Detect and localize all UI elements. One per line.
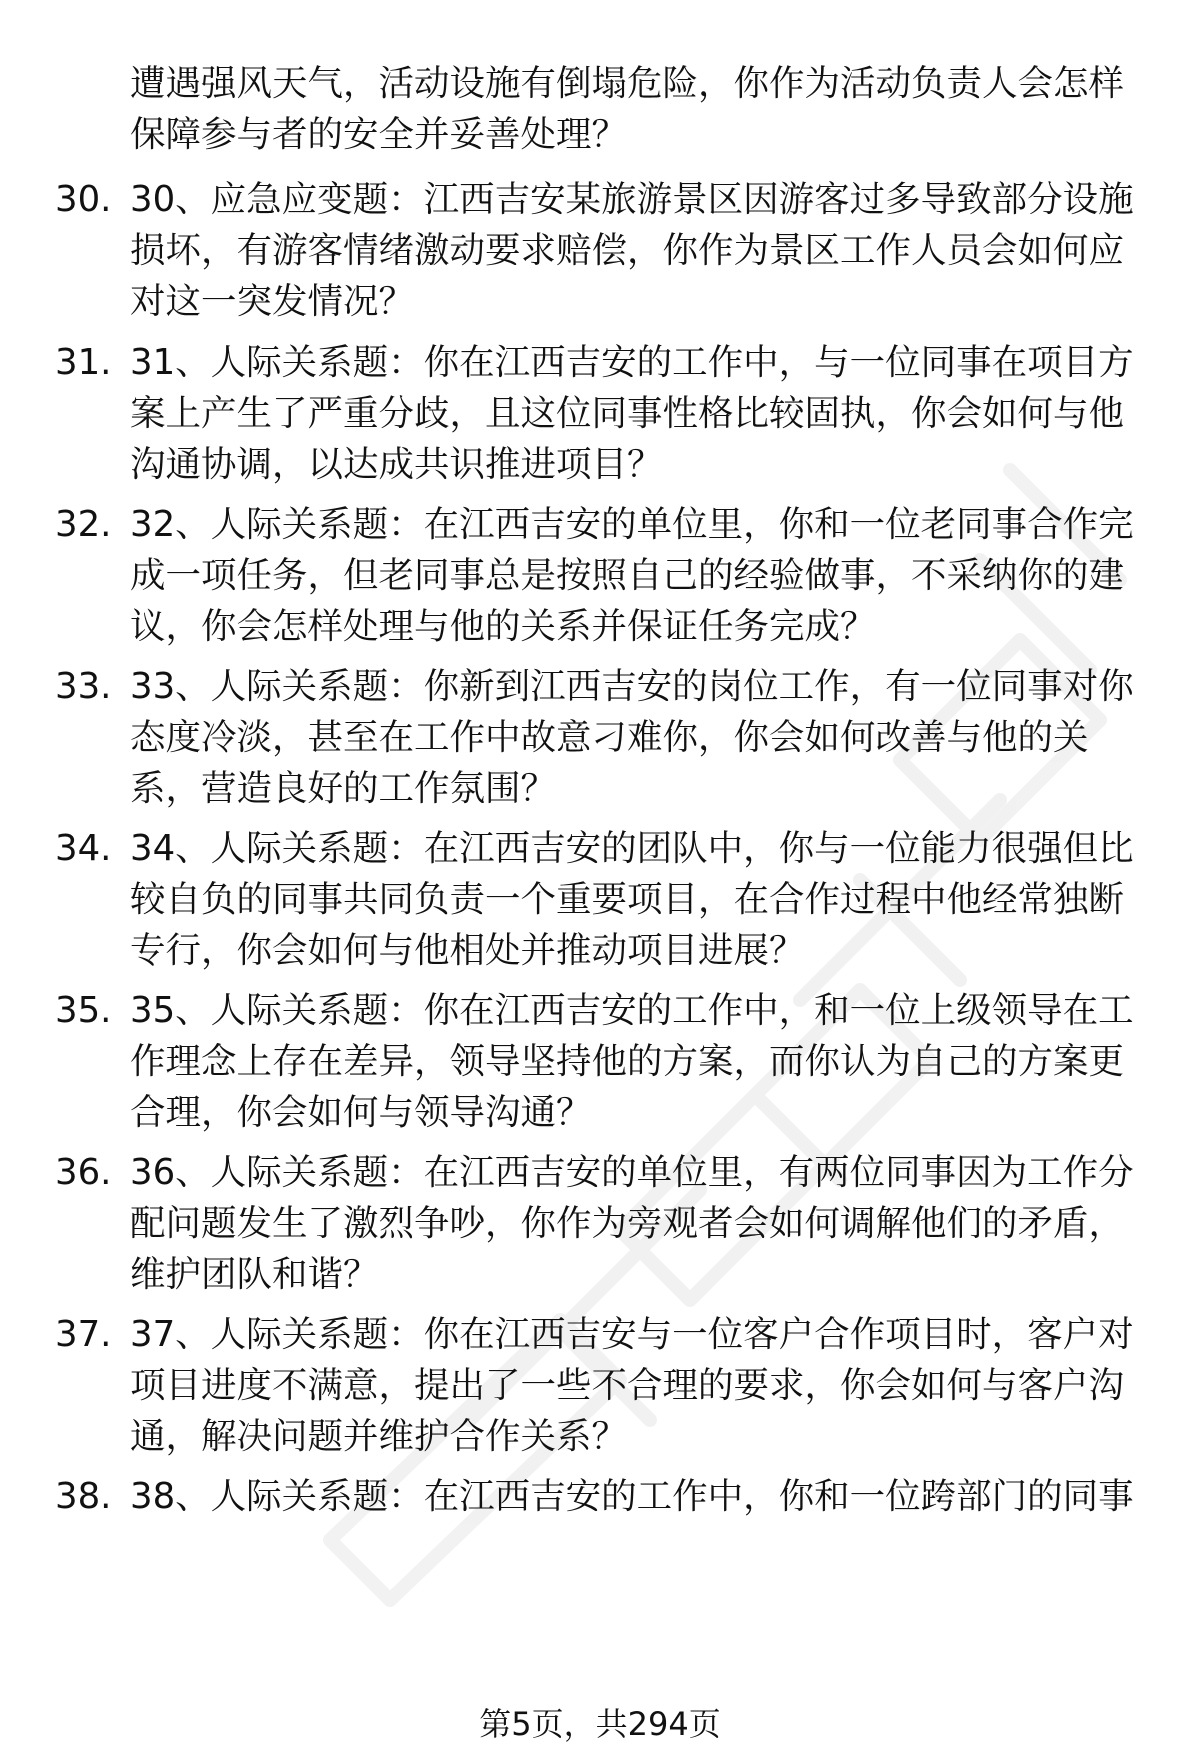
text-line: 合理，你会如何与领导沟通？ — [130, 1092, 592, 1133]
list-item — [0, 499, 1200, 652]
text-line: 沟通协调，以达成共识推进项目？ — [130, 444, 663, 485]
list-item — [0, 1147, 1200, 1300]
text-line: 系，营造良好的工作氛围？ — [130, 768, 557, 809]
text-line: 专行，你会如何与他相处并推动项目进展？ — [130, 930, 805, 971]
list-item — [0, 823, 1200, 976]
text-line: 维护团队和谐？ — [130, 1254, 379, 1295]
text-line: 保障参与者的安全并妥善处理？ — [130, 114, 628, 155]
text-line: 35、人际关系题：你在江西吉安的工作中，和一位上级领导在工 — [130, 990, 1134, 1031]
text-line: 对这一突发情况？ — [130, 281, 415, 322]
list-item — [0, 1309, 1200, 1462]
text-line: 通，解决问题并维护合作关系？ — [130, 1416, 628, 1457]
text-line: 36、人际关系题：在江西吉安的单位里，有两位同事因为工作分 — [130, 1152, 1134, 1193]
text-line: 33、人际关系题：你新到江西吉安的岗位工作，有一位同事对你 — [130, 666, 1134, 707]
question-text — [130, 1309, 1150, 1462]
question-text — [130, 985, 1150, 1138]
text-line: 31、人际关系题：你在江西吉安的工作中，与一位同事在项目方 — [130, 342, 1134, 383]
list-item — [0, 661, 1200, 814]
text-line: 项目进度不满意，提出了一些不合理的要求，你会如何与客户沟 — [130, 1365, 1125, 1406]
text-line: 态度冷淡，甚至在工作中故意刁难你，你会如何改善与他的关 — [130, 717, 1089, 758]
question-text — [130, 1147, 1150, 1300]
question-text — [130, 174, 1150, 327]
text-line: 较自负的同事共同负责一个重要项目，在合作过程中他经常独断 — [130, 879, 1125, 920]
text-line: 作理念上存在差异，领导坚持他的方案，而你认为自己的方案更 — [130, 1041, 1125, 1082]
text-line: 34、人际关系题：在江西吉安的团队中，你与一位能力很强但比 — [130, 828, 1134, 869]
item-number: 37. — [55, 1314, 112, 1355]
item-number: 32. — [55, 504, 112, 545]
question-text — [130, 661, 1150, 814]
text-line: 配问题发生了激烈争吵，你作为旁观者会如何调解他们的矛盾， — [130, 1203, 1125, 1244]
text-line: 32、人际关系题：在江西吉安的单位里，你和一位老同事合作完 — [130, 504, 1134, 545]
text-line: 损坏，有游客情绪激动要求赔偿，你作为景区工作人员会如何应 — [130, 230, 1125, 271]
continued-question-text — [130, 58, 1150, 160]
text-line: 37、人际关系题：你在江西吉安与一位客户合作项目时，客户对 — [130, 1314, 1134, 1355]
item-number: 35. — [55, 990, 112, 1031]
page-footer: 第5页，共294页 — [479, 1705, 721, 1743]
item-number: 34. — [55, 828, 112, 869]
item-number: 36. — [55, 1152, 112, 1193]
item-number: 31. — [55, 342, 112, 383]
list-item — [0, 337, 1200, 490]
text-line: 38、人际关系题：在江西吉安的工作中，你和一位跨部门的同事 — [130, 1476, 1134, 1517]
list-item — [0, 985, 1200, 1138]
question-text — [130, 499, 1150, 652]
list-item — [0, 174, 1200, 327]
item-number: 30. — [55, 179, 112, 220]
text-line: 遭遇强风天气，活动设施有倒塌危险，你作为活动负责人会怎样 — [130, 63, 1125, 104]
list-item — [0, 1471, 1200, 1522]
text-line: 成一项任务，但老同事总是按照自己的经验做事，不采纳你的建 — [130, 555, 1125, 596]
text-line: 议，你会怎样处理与他的关系并保证任务完成？ — [130, 606, 876, 647]
text-line: 30、应急应变题：江西吉安某旅游景区因游客过多导致部分设施 — [130, 179, 1134, 220]
text-line: 案上产生了严重分歧，且这位同事性格比较固执，你会如何与他 — [130, 393, 1125, 434]
question-text — [130, 1471, 1150, 1522]
item-number: 33. — [55, 666, 112, 707]
item-number: 38. — [55, 1476, 112, 1517]
question-text — [130, 337, 1150, 490]
question-text — [130, 823, 1150, 976]
